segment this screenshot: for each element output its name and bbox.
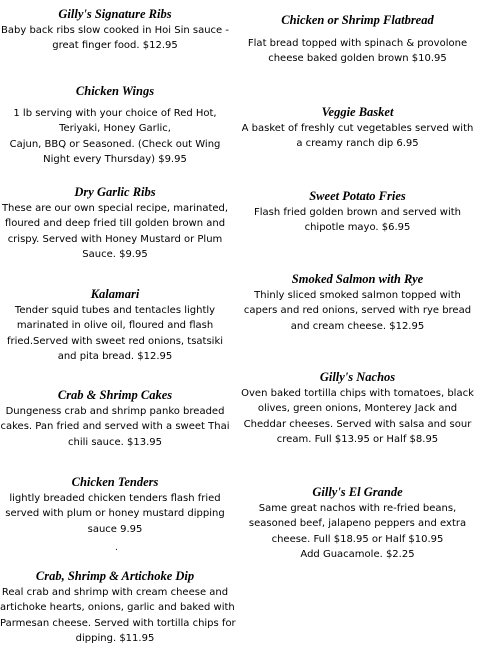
menu-item-title: Veggie Basket <box>321 105 394 119</box>
menu-item-chicken-wings <box>0 84 230 167</box>
menu-item-title: Chicken Wings <box>75 84 155 98</box>
menu-item-title: Sweet Potato Fries <box>309 189 406 203</box>
menu-item-title: Gilly's Signature Ribs <box>58 7 172 21</box>
menu-item-description: Flat bread topped with spinach & provolone cheese baked golden brown $10.95 <box>247 38 468 65</box>
menu-item-description: Real crab and shrimp with cream cheese and artichoke hearts, onions, garlic and baked with Parmesan cheese. Served with tortilla chips for dipping. $11.95 <box>0 587 236 644</box>
menu-item-description: Thinly sliced smoked salmon topped with capers and red onions, served with rye bread and cream cheese. $12.95 <box>243 290 472 332</box>
menu-item-description: Flash fried golden brown and served with chipotle mayo. $6.95 <box>253 207 462 234</box>
menu-item-description: A basket of freshly cut vegetables served with a creamy ranch dip 6.95 <box>241 123 474 150</box>
menu-item-description: Same great nachos with re-fried beans, seasoned beef, jalapeno peppers and extra cheese. Full $18.95 or Half $10.95 Add Guacamole. $2.25 <box>248 503 467 560</box>
menu-item-title: Dry Garlic Ribs <box>74 185 156 199</box>
menu-item-description: lightly breaded chicken tenders flash fried served with plum or honey mustard dipping sauce 9.95 <box>5 493 225 535</box>
menu-item-flatbread <box>238 13 477 67</box>
menu-item-dry-garlic-ribs <box>0 185 230 262</box>
menu-item-title: Gilly's El Grande <box>312 485 403 499</box>
menu-item-signature-ribs <box>0 7 230 54</box>
menu-item-sweet-potato-fries <box>238 189 477 236</box>
menu-item-crab-shrimp-cakes <box>0 388 230 450</box>
menu-item-title: Crab, Shrimp & Artichoke Dip <box>35 569 195 583</box>
menu-item-crab-artichoke-dip <box>0 569 236 646</box>
menu-item-description: Baby back ribs slow cooked in Hoi Sin sauce - great finger food. $12.95 <box>1 25 229 52</box>
menu-item-description: These are our own special recipe, marinated, floured and deep fried till golden brown and crispy. Served with Honey Mustard or Plum Sauce. $9.95 <box>1 203 229 260</box>
menu-item-description: Tender squid tubes and tentacles lightly marinated in olive oil, floured and flash fried.Served with sweet red onions, tsatsiki and pita bread. $12.95 <box>6 305 224 362</box>
menu-item-description: 1 lb serving with your choice of Red Hot, Teriyaki, Honey Garlic, Cajun, BBQ or Seasoned. (Check out Wing Night every Thursday) $9.95 <box>9 108 221 165</box>
menu-item-title: Smoked Salmon with Rye <box>291 272 424 286</box>
menu-item-description: Oven baked tortilla chips with tomatoes, black olives, green onions, Monterey Jack and Cheddar cheeses. Served with salsa and sour cream. Full $13.95 or Half $8.95 <box>241 388 474 445</box>
menu-item-description: Dungeness crab and shrimp panko breaded cakes. Pan fried and served with a sweet Thai chili sauce. $13.95 <box>0 406 230 448</box>
menu-item-smoked-salmon <box>238 272 477 334</box>
menu-item-kalamari <box>0 287 230 364</box>
menu-item-title: Crab & Shrimp Cakes <box>57 388 173 402</box>
menu-item-title: Chicken Tenders <box>71 475 159 489</box>
menu-item-chicken-tenders <box>0 475 230 537</box>
menu-item-title: Kalamari <box>90 287 140 301</box>
menu-item-title: Gilly's Nachos <box>319 370 396 384</box>
menu-item-title: Chicken or Shrimp Flatbread <box>281 13 434 27</box>
stray-dot: . <box>115 543 118 553</box>
menu-item-gillys-nachos <box>238 370 477 447</box>
menu-item-veggie-basket <box>238 105 477 152</box>
menu-item-el-grande <box>238 485 477 562</box>
